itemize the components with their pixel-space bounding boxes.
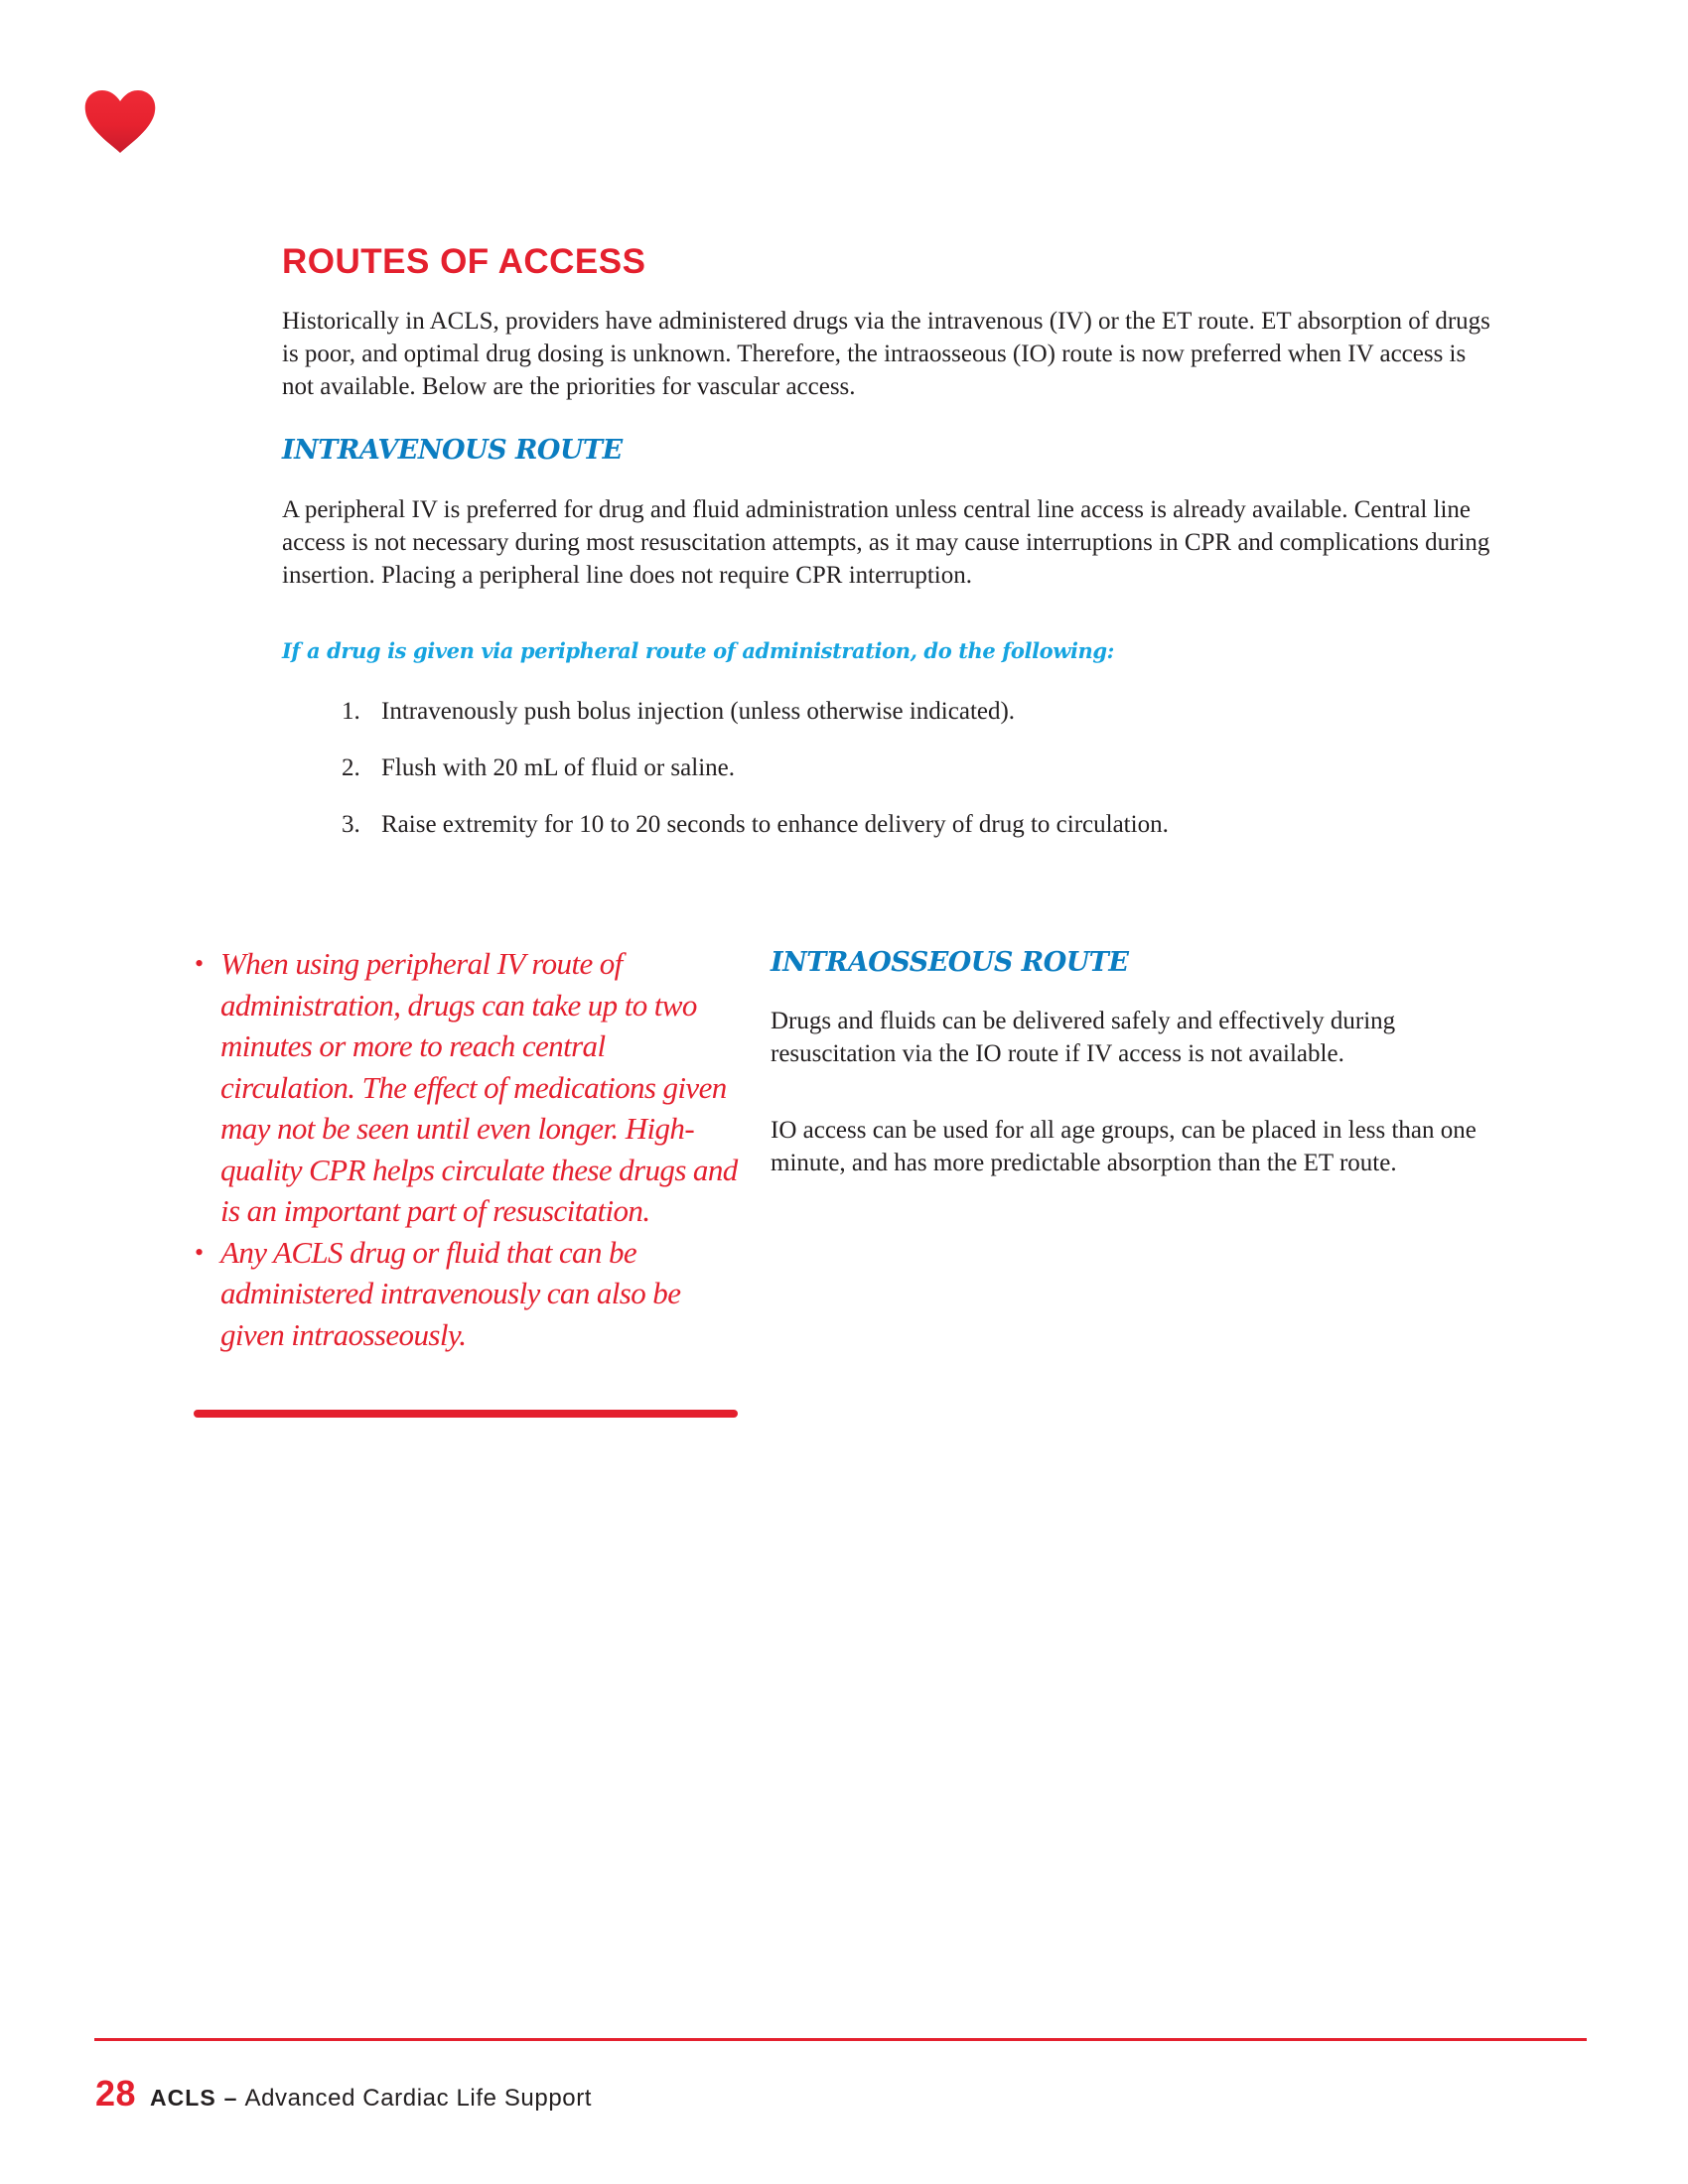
step-number: 3. [342, 811, 360, 838]
intravenous-route-heading: INTRAVENOUS ROUTE [282, 435, 623, 466]
intraosseous-paragraph-2: IO access can be used for all age groups, can be placed in less than one minute, and has more predictable absorption than the ET route. [771, 1117, 1477, 1176]
list-item [342, 808, 1483, 865]
intraosseous-route-heading: INTRAOSSEOUS ROUTE [771, 947, 1129, 978]
callout-item [195, 943, 741, 1232]
callout-text: When using peripheral IV route of administration, drugs can take up to two minutes or more to reach central circulation. The effect of medications given may not be seen until even longer. High-quality CPR helps circulate these drugs and is an important part of resuscitation. [220, 946, 738, 1228]
footer-subtitle: Advanced Cardiac Life Support [244, 2085, 593, 2112]
callout-box [195, 943, 741, 1355]
list-item [342, 751, 1483, 808]
steps-list [342, 695, 1483, 865]
step-number: 2. [342, 754, 360, 781]
step-number: 1. [342, 698, 360, 725]
page-number: 28 [95, 2073, 137, 2114]
intraosseous-paragraph-1: Drugs and fluids can be delivered safely and effectively during resuscitation via the IO route if IV access is not available. [771, 1008, 1396, 1067]
peripheral-instruction: If a drug is given via peripheral route of administration, do the following: [282, 638, 1115, 663]
bullet-icon: • [195, 1237, 204, 1267]
heart-icon [83, 89, 157, 155]
callout-divider [194, 1410, 738, 1418]
bullet-icon: • [195, 949, 204, 978]
step-text: Intravenously push bolus injection (unless otherwise indicated). [381, 698, 1016, 725]
callout-item [195, 1232, 741, 1356]
intravenous-paragraph: A peripheral IV is preferred for drug and fluid administration unless central line access is already available. Central line access is not necessary during most resuscitation attempts, as it may cause interruptions in CPR and complications during insertion. Placing a peripheral line does not require CPR interruption. [282, 496, 1490, 589]
callout-text: Any ACLS drug or fluid that can be administered intravenously can also be given intraosseously. [220, 1234, 681, 1352]
page-footer [95, 2073, 592, 2115]
footer-dash: – [223, 2085, 237, 2111]
step-text: Flush with 20 mL of fluid or saline. [381, 754, 735, 781]
list-item [342, 695, 1483, 751]
page-title: ROUTES OF ACCESS [282, 242, 646, 281]
step-text: Raise extremity for 10 to 20 seconds to enhance delivery of drug to circulation. [381, 811, 1169, 838]
footer-divider [94, 2038, 1587, 2041]
footer-acls: ACLS [150, 2085, 216, 2111]
intro-paragraph: Historically in ACLS, providers have administered drugs via the intravenous (IV) or the ET route. ET absorption of drugs is poor, and optimal drug dosing is unknown. Therefore, the intraosseous (IO) route is now preferred when IV access is not available. Below are the priorities for vascular access. [282, 308, 1490, 400]
